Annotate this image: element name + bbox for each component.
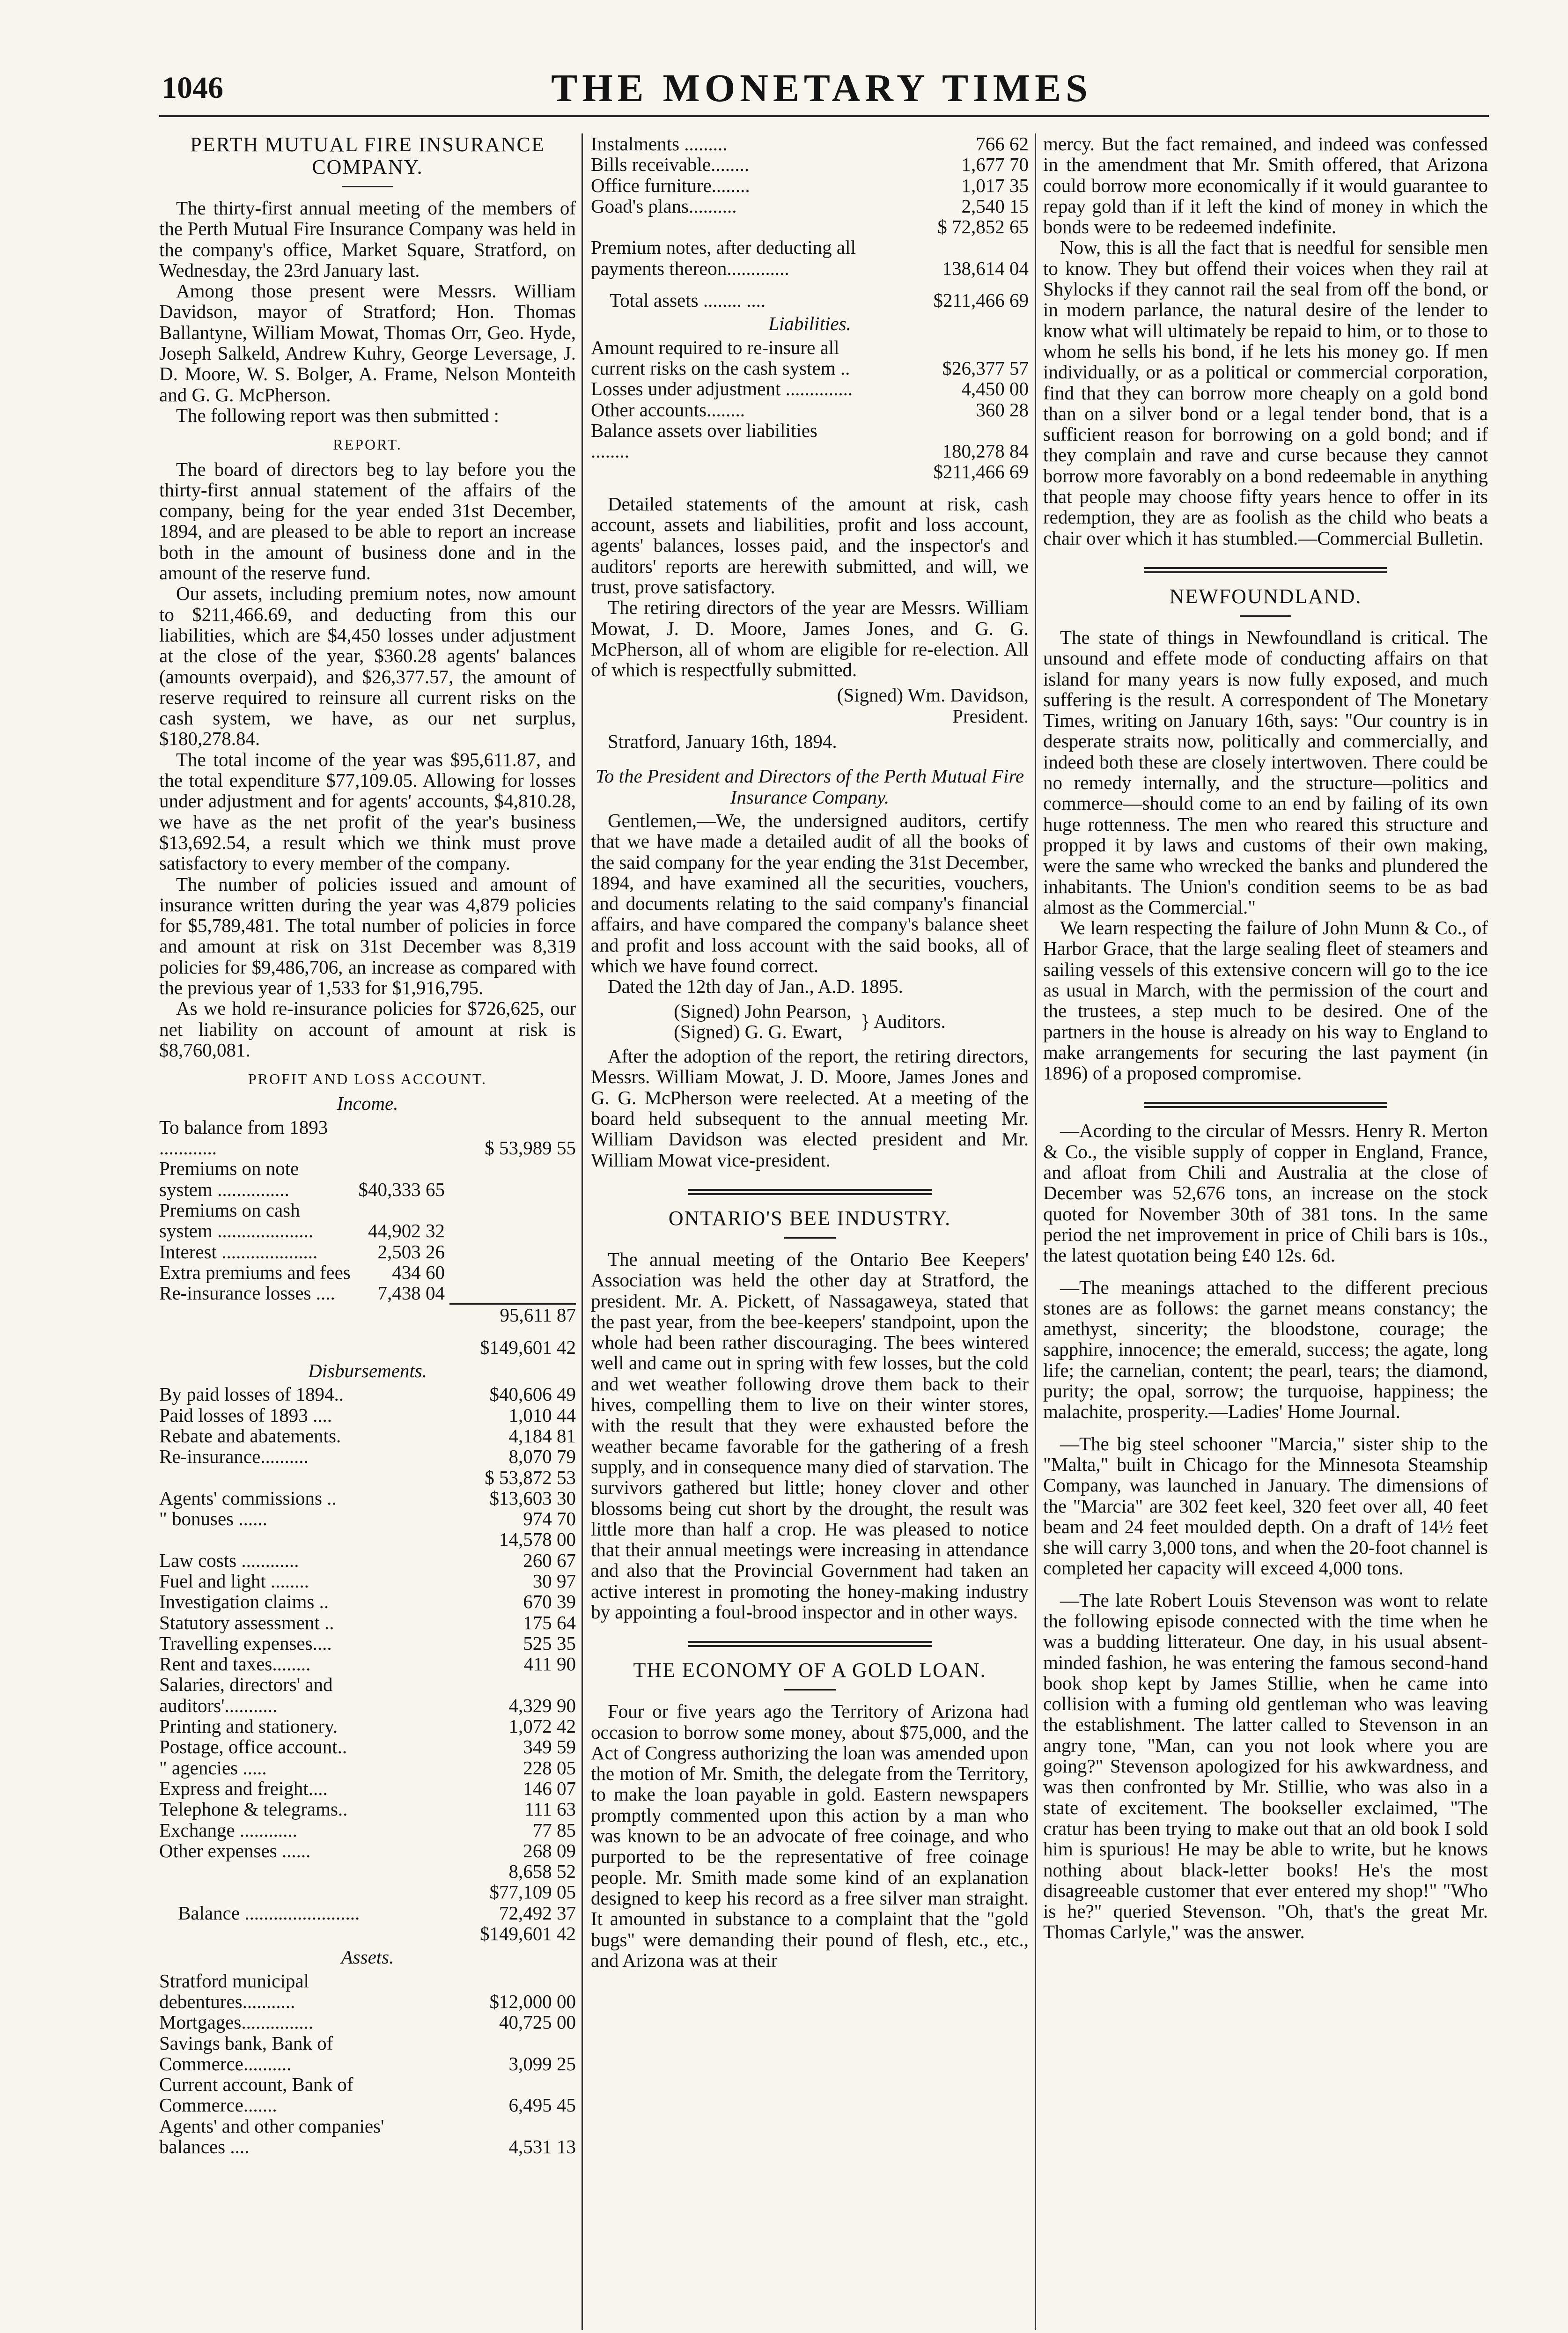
row-value (459, 1220, 576, 1241)
column-divider (582, 133, 583, 2330)
auditor-signature: (Signed) John Pearson, (674, 1000, 852, 1022)
ledger-row (159, 1612, 576, 1633)
paragraph: Our assets, including premium notes, now amount to $211,466.69, and deducting from this our liabilities, which are $4,450 losses under adjustment at the close of the year, $360.28 agents' balances (amounts overpaid), and $26,377.57, the amount of reserve required to reinsure all current risks on the cash system, we have, as our net surplus, $180,278.84. (159, 583, 576, 750)
row-value: 40,725 00 (499, 2011, 576, 2033)
subtotal: $ 72,852 65 (937, 216, 1029, 238)
ledger-row (159, 1446, 576, 1467)
paragraph: The state of things in Newfoundland is critical. The unsound and effete mode of conducting affairs on that island for many years is now fully exposed, and much suffering is the result. A correspondent of The Monetary Times, writing on January 16th, says: "Our country is in desperate straits now, politically and commercially, and indeed both these are closely intertwoven. There could be no remedy internally, and the structure—politics and commerce—should come to an end by failing of its own huge rottenness. The men who reared this structure and propped it by laws and customs of their own making, were the same who wrecked the banks and plundered the inhabitants. The Union's condition seems to be as bad almost as the Commercial." (1043, 626, 1488, 918)
ledger-row (591, 461, 1029, 482)
row-label: Interest .................... (159, 1240, 318, 1262)
paragraph: The retiring directors of the year are Messrs. William Mowat, J. D. Moore, James Jones, and G. G. McPherson, all of whom are eligible for re-election. All of which is respectfully submitted. (591, 597, 1029, 681)
row-label: Exchange ............ (159, 1819, 297, 1841)
row-value: 228 05 (523, 1757, 576, 1779)
row-value: 1,017 35 (961, 174, 1029, 196)
ledger-row (159, 1405, 576, 1425)
row-label: Office furniture........ (591, 174, 750, 196)
row-label: Instalments ......... (591, 133, 728, 155)
total: $211,466 69 (933, 289, 1029, 311)
row-label: Rent and taxes........ (159, 1653, 311, 1675)
assets-table (159, 1971, 576, 2157)
paragraph: Detailed statements of the amount at risk, cash account, assets and liabilities, profit and loss account, agents' balances, losses paid, and the inspector's and auditors' reports are herewith submitted, and will, we trust, prove satisfactory. (591, 493, 1029, 598)
short-rule (342, 186, 393, 187)
row-value: 175 64 (523, 1611, 576, 1633)
row-value: 146 07 (523, 1777, 576, 1799)
ledger-row (159, 1488, 576, 1508)
row-label: Statutory assessment .. (159, 1611, 334, 1633)
address-line: To the President and Directors of the Perth Mutual Fire Insurance Company. (595, 765, 1024, 808)
ledger-row (159, 1467, 576, 1488)
row-value: 72,492 37 (499, 1902, 576, 1924)
subtotal: 95,611 87 (500, 1304, 576, 1326)
ledger-row (159, 1200, 576, 1241)
row-value (351, 1137, 445, 1158)
page-number: 1046 (162, 71, 223, 105)
ledger-row (159, 1425, 576, 1446)
signature-title: President. (952, 705, 1029, 727)
ledger-row (591, 337, 1029, 379)
row-label: Paid losses of 1893 .... (159, 1404, 332, 1426)
row-value: 670 39 (523, 1591, 576, 1613)
subtotal: $ 53,872 53 (485, 1466, 576, 1488)
income-table (159, 1117, 576, 1304)
article-heading: THE ECONOMY OF A GOLD LOAN. (633, 1659, 986, 1682)
row-label: Amount required to re-insure all current risks on the cash system .. (591, 336, 850, 379)
ledger-row (159, 1241, 576, 1262)
ledger-row (159, 2012, 576, 2032)
row-label: Other expenses ...... (159, 1839, 311, 1861)
paragraph: The annual meeting of the Ontario Bee Keepers' Association was held the other day at Stratford, the president. Mr. A. Pickett, of Nassagaweya, stated that the past year, from the bee-keepers' standpoint, upon the whole had been rather discouraging. The bees wintered well and came out in spring with few losses, but the cold and wet weather following drove them back to their hives, compelling them to live on their winter stores, with the result that they were exhausted before the weather became favorable for the gathering of a fresh supply, and in consequence many died of starvation. The survivors gathered but little; honey clover and other blossoms being cut short by the drought, the result was little more than half a crop. He was pleased to notice that their annual meetings were increasing in attendance and also that the Provincial Government had taken an active interest in promoting the honey-making industry by appointing a foul-brood inspector and in other ways. (591, 1248, 1029, 1623)
ledger-row (591, 399, 1029, 420)
section-divider (1144, 567, 1387, 573)
ledger-row (159, 1158, 576, 1200)
row-value: 1,677 70 (961, 154, 1029, 176)
ledger-row (159, 1971, 576, 2012)
news-item: —The big steel schooner "Marcia," sister ship to the "Malta," built in Chicago for the Minnesota Steamship Company, was launched in January. The dimensions of the "Marcia" are 302 feet keel, 320 feet over all, 40 feet beam and 24 feet moulded depth. On a draft of 14½ feet she will carry 3,000 tons, and when the 20-foot channel is completed her capacity will exceed 4,000 tons. (1043, 1432, 1488, 1579)
column-2 (591, 133, 1029, 1971)
row-value: 1,010 44 (508, 1404, 576, 1426)
row-label: Stratford municipal debentures........... (159, 1970, 309, 2012)
row-value: 434 60 (392, 1261, 445, 1283)
ledger-row (591, 154, 1029, 175)
ledger-row (159, 2116, 576, 2157)
row-label: Express and freight.... (159, 1777, 328, 1799)
column-1 (159, 133, 576, 2157)
paragraph: The total income of the year was $95,611.87, and the total expenditure $77,109.05. Allowing for losses under adjustment and for agents' accounts, $4,810.28, we have as the net profit of the year's business $13,692.54, a result which we think must prove satisfactory to every member of the company. (159, 748, 576, 874)
dateline: Dated the 12th day of Jan., A.D. 1895. (608, 975, 903, 997)
row-label: Law costs ............ (159, 1549, 299, 1571)
subheading: Assets. (341, 1946, 394, 1968)
row-value: $12,000 00 (489, 1990, 576, 2012)
ledger-row (159, 1778, 576, 1799)
publication-title: THE MONETARY TIMES (551, 66, 1092, 110)
masthead (0, 0, 1568, 126)
ledger-row (159, 1529, 576, 1550)
row-label: To balance from 1893 ............ (159, 1116, 328, 1159)
row-value: 4,531 13 (508, 2136, 576, 2158)
total: $77,109 05 (489, 1881, 576, 1903)
ledger-row (159, 2074, 576, 2116)
row-value: 30 97 (532, 1570, 576, 1592)
row-label: Current account, Bank of Commerce....... (159, 2074, 353, 2116)
ledger-row (159, 1550, 576, 1571)
subheading: Income. (337, 1093, 398, 1115)
ledger-row (159, 1799, 576, 1819)
ledger-row (159, 2033, 576, 2075)
row-value: 180,278 84 (942, 440, 1029, 462)
row-value: 7,438 04 (377, 1282, 445, 1304)
ledger-row (159, 1571, 576, 1591)
row-value: $13,603 30 (489, 1487, 576, 1509)
column-3 (1043, 133, 1488, 1942)
paragraph: Gentlemen,—We, the undersigned auditors, certify that we have made a detailed audit of all the books of the said company for the year ending the 31st December, 1894, and have examined all the securities, vouchers, and documents relating to the said company's financial affairs, and have compared the company's balance sheet and profit and loss account with the said books, all of which we have found correct. (591, 809, 1029, 976)
short-rule (784, 1689, 836, 1691)
ledger-row (159, 1674, 576, 1716)
row-label: Rebate and abatements. (159, 1425, 341, 1447)
paragraph: The thirty-first annual meeting of the members of the Perth Mutual Fire Insurance Company was held in the company's office, Market Square, Stratford, on Wednesday, the 23rd January last. (159, 197, 576, 281)
row-label: By paid losses of 1894.. (159, 1383, 344, 1405)
row-value (459, 1262, 576, 1283)
paragraph: Four or five years ago the Territory of Arizona had occasion to borrow some money, about $75,000, and the Act of Congress authorizing the loan was amended upon the motion of Mr. Smith, the delegate from the Territory, to make the loan payable in gold. Eastern newspapers promptly commented upon this action by a man who was known to be an advocate of free coinage, and who purported to be the representative of free coinage people. Mr. Smith made some kind of an explanation designed to keep his record as a free silver man straight. It amounted in substance to a complaint that the "gold bugs" were demanding their pound of flesh, etc., etc., and Arizona was at their (591, 1700, 1029, 1971)
article-heading: NEWFOUNDLAND. (1169, 584, 1362, 608)
row-label: Premiums on note system ............... (159, 1158, 299, 1200)
disbursement-table (159, 1550, 576, 1861)
row-label: Premiums on cash system .................... (159, 1199, 314, 1242)
ledger-row (159, 1840, 576, 1861)
ledger-row (591, 420, 1029, 462)
row-value: 111 63 (524, 1798, 576, 1820)
paragraph: After the adoption of the report, the retiring directors, Messrs. William Mowat, J. D. Moore, James Jones and G. G. McPherson were reelected. At a meeting of the board held subsequent to the annual meeting Mr. William Davidson was elected president and Mr. William Mowat vice-president. (591, 1045, 1029, 1171)
short-rule (784, 1237, 836, 1239)
ledger-row (591, 378, 1029, 399)
row-value: 360 28 (976, 399, 1029, 421)
row-value: 44,902 32 (368, 1220, 445, 1242)
total: $211,466 69 (933, 461, 1029, 483)
news-item: —The late Robert Louis Stevenson was wont to relate the following episode connected with the time when he was a budding litterateur. One day, in his usual absent-minded fashion, he was entering the famous second-hand book shop kept by James Stillie, when he came into collision with a fuming old gentleman who was leaving the establishment. The latter called to Stevenson in an angry tone, "Man, can you not look where you are going?" Stevenson apologized for his awkwardness, and was then confronted by Mr. Stillie, who was also in a state of excitement. The bookseller exclaimed, "The cratur has been trying to make out that an old book I sold him is spurious! He may be able to write, but he knows nothing about black-letter books! He's the most disagreeable customer that ever entered my shop!" "Who is he?" queried Stevenson. "Oh, that's the great Mr. Thomas Carlyle," was the answer. (1043, 1589, 1488, 1943)
row-label: Total assets ........ .... (610, 289, 766, 311)
ledger-row (159, 1633, 576, 1654)
ledger-row (159, 1923, 576, 1944)
paragraph: The board of directors beg to lay before you the thirty-first annual statement of the affairs of the company, being for the year ended 31st December, 1894, and are pleased to be able to report an increase both in the amount of business done and in the amount of the reserve fund. (159, 458, 576, 584)
row-label: Investigation claims .. (159, 1591, 329, 1613)
subheading: Liabilities. (768, 313, 851, 335)
row-label: Postage, office account.. (159, 1736, 347, 1758)
row-value: 766 62 (976, 133, 1029, 155)
news-item: —Acording to the circular of Messrs. Henry R. Merton & Co., the visible supply of copper in England, France, and afloat from Chili and Australia at the close of December was 52,676 tons, an increase on the stock quoted for November 30th of 381 tons. In the same period the net improvement in price of Chili bars is 10s., the latest quotation being £40 12s. 6d. (1043, 1120, 1488, 1266)
row-label: " bonuses ...... (159, 1508, 267, 1530)
row-value: 2,540 15 (961, 195, 1029, 217)
row-value: 260 67 (523, 1549, 576, 1571)
header-rule (159, 115, 1489, 117)
row-value: 411 90 (523, 1653, 576, 1675)
row-value: 138,614 04 (942, 257, 1029, 279)
auditor-signature: (Signed) G. G. Ewart, (674, 1020, 842, 1042)
paragraph: mercy. But the fact remained, and indeed was confessed in the amendment that Mr. Smith offered, that Arizona could borrow more economically if it would guarantee to repay gold than if it left the kind of money in which the bonds were to be redeemed indefinite. (1043, 133, 1488, 238)
liabilities-table (591, 337, 1029, 462)
row-value: 6,495 45 (508, 2094, 576, 2116)
row-value: 268 09 (523, 1839, 576, 1861)
row-value: $40,333 65 (358, 1178, 445, 1200)
ledger-row (159, 1903, 576, 1923)
row-label: Salaries, directors' and auditors'........... (159, 1674, 333, 1716)
ledger-row (591, 196, 1029, 216)
ledger-row (159, 1861, 576, 1882)
total: $149,601 42 (480, 1923, 576, 1945)
row-label: Agents' and other companies' balances .... (159, 2115, 384, 2158)
ledger-row (159, 1262, 576, 1283)
row-value: 349 59 (523, 1736, 576, 1758)
row-label: Balance assets over liabilities ........ (591, 419, 817, 462)
ledger-row (159, 1882, 576, 1902)
ledger-row (159, 1384, 576, 1404)
signature-line: (Signed) Wm. Davidson, (837, 684, 1029, 706)
row-value: 1,072 42 (508, 1715, 576, 1737)
paragraph: As we hold re-insurance policies for $726,625, our net liability on account of amount at risk is $8,760,081. (159, 997, 576, 1061)
ledger-row (159, 1337, 576, 1358)
paragraph: Among those present were Messrs. William Davidson, mayor of Stratford; Hon. Thomas Ballantyne, William Mowat, Thomas Orr, Geo. Hyde, Joseph Salkeld, Andrew Kuhry, George Leversage, J. D. Moore, W. S. Bolger, A. Frame, Nelson Monteith and G. G. McPherson. (159, 280, 576, 406)
row-value: $ 53,989 55 (485, 1137, 576, 1159)
row-value: 4,329 90 (508, 1694, 576, 1716)
row-label: Extra premiums and fees (159, 1261, 351, 1283)
ledger-row (159, 1591, 576, 1612)
article-heading: PERTH MUTUAL FIRE INSURANCE COMPANY. (190, 133, 545, 178)
short-rule (1240, 615, 1291, 617)
row-value: 525 35 (523, 1632, 576, 1654)
ledger-row (159, 1283, 576, 1303)
row-label: Mortgages............... (159, 2011, 314, 2033)
row-label: Bills receivable........ (591, 154, 750, 176)
row-label: Fuel and light ........ (159, 1570, 309, 1592)
auditors-label: } Auditors. (861, 1010, 946, 1032)
row-label: Printing and stationery. (159, 1715, 338, 1737)
row-label: Telephone & telegrams.. (159, 1798, 348, 1820)
ledger-row (159, 1736, 576, 1757)
ledger-row (591, 216, 1029, 237)
article-heading: ONTARIO'S BEE INDUSTRY. (668, 1206, 951, 1230)
row-value (459, 1179, 576, 1200)
auditor-signatures (591, 1001, 1029, 1042)
row-value: 974 70 (523, 1508, 576, 1530)
section-divider (688, 1189, 932, 1195)
ledger-row (159, 1757, 576, 1778)
row-label: Losses under adjustment .............. (591, 378, 853, 400)
subheading: Disbursements. (308, 1360, 427, 1382)
row-label: Goad's plans.......... (591, 195, 737, 217)
assets-table (591, 133, 1029, 216)
row-label: " agencies ..... (159, 1757, 267, 1779)
row-value (459, 1241, 576, 1262)
row-label: Agents' commissions .. (159, 1487, 337, 1509)
disbursement-table (159, 1384, 576, 1467)
row-value: 77 85 (532, 1819, 576, 1841)
ledger-row (159, 1820, 576, 1840)
row-label: Premium notes, after deducting all payments thereon............. (591, 236, 856, 279)
row-value (459, 1283, 576, 1303)
row-value: 2,503 26 (377, 1240, 445, 1262)
section-divider (1144, 1102, 1387, 1108)
dateline: Stratford, January 16th, 1894. (608, 731, 837, 753)
row-label: Savings bank, Bank of Commerce.......... (159, 2032, 333, 2075)
ledger-row (159, 1716, 576, 1736)
paragraph: Now, this is all the fact that is needful for sensible men to know. They but offend their voices when they rail at Shylocks if they cannot rail the seal from off the bond, or in modern parlance, the natural desire of the lender to know what will ultimately be repaid to him, or to those to whom he sells his bond, if he lets his money go. If men individually, or as a political or commercial corporation, find that they can borrow more cheaply on a gold bond than on a silver bond or a legal tender bond, that is a sufficient reason for borrowing on a gold bond; and if they complain and rave and curse because they cannot borrow more favorably on a bond redeemable in anything that people may choose fifty years hence to offer in its redemption, they are as foolish as the child who beats a chair over which it has stumbled.—Commercial Bulletin. (1043, 236, 1488, 549)
row-label: Re-insurance.......... (159, 1446, 309, 1468)
row-value: 4,184 81 (508, 1425, 576, 1447)
ledger-row (159, 1117, 576, 1159)
row-label: Re-insurance losses .... (159, 1282, 335, 1304)
paragraph: We learn respecting the failure of John Munn & Co., of Harbor Grace, that the large sealing fleet of steamers and sailing vessels of this extensive concern will go to the ice as usual in March, with the permission of the court and the trustees, a step much to be desired. One of the partners in the house is already on his way to England to make arrangements for securing the last payment (in 1896) of a proposed compromise. (1043, 917, 1488, 1084)
ledger-row (159, 1654, 576, 1674)
ledger-row (159, 1508, 576, 1529)
row-value: 8,070 79 (508, 1446, 576, 1468)
paragraph: The number of policies issued and amount of insurance written during the year was 4,879 policies for $5,789,481. The total number of policies in force and amount at risk on 31st December was 8,319 policies for $9,486,706, an increase as compared with the previous year of 1,533 for $1,916,795. (159, 873, 576, 998)
row-value: 4,450 00 (961, 378, 1029, 400)
section-divider (688, 1641, 932, 1647)
column-divider (1035, 133, 1036, 2330)
section-heading: PROFIT AND LOSS ACCOUNT. (248, 1071, 487, 1088)
ledger-row (591, 133, 1029, 154)
paragraph: The following report was then submitted : (176, 404, 500, 426)
row-value: 3,099 25 (508, 2052, 576, 2075)
row-label: Balance ........................ (178, 1902, 360, 1924)
total: $149,601 42 (480, 1336, 576, 1358)
subtotal: 8,658 52 (508, 1860, 576, 1883)
row-label: Other accounts........ (591, 399, 745, 421)
ledger-row (591, 175, 1029, 196)
section-heading: REPORT. (333, 436, 402, 453)
subtotal: 14,578 00 (499, 1528, 576, 1550)
row-value: $26,377 57 (942, 357, 1029, 379)
ledger-row (591, 237, 1029, 279)
ledger-row (591, 290, 1029, 310)
row-label: Travelling expenses.... (159, 1632, 332, 1654)
disbursement-table (159, 1488, 576, 1529)
row-value: $40,606 49 (489, 1383, 576, 1405)
ledger-row (159, 1305, 576, 1325)
news-item: —The meanings attached to the different precious stones are as follows: the garnet means constancy; the amethyst, sincerity; the bloodstone, courage; the sapphire, innocence; the emerald, success; the agate, long life; the carnelian, content; the pearl, tears; the diamond, purity; the opal, sorrow; the turquoise, happiness; the malachite, prosperity.—Ladies' Home Journal. (1043, 1276, 1488, 1423)
